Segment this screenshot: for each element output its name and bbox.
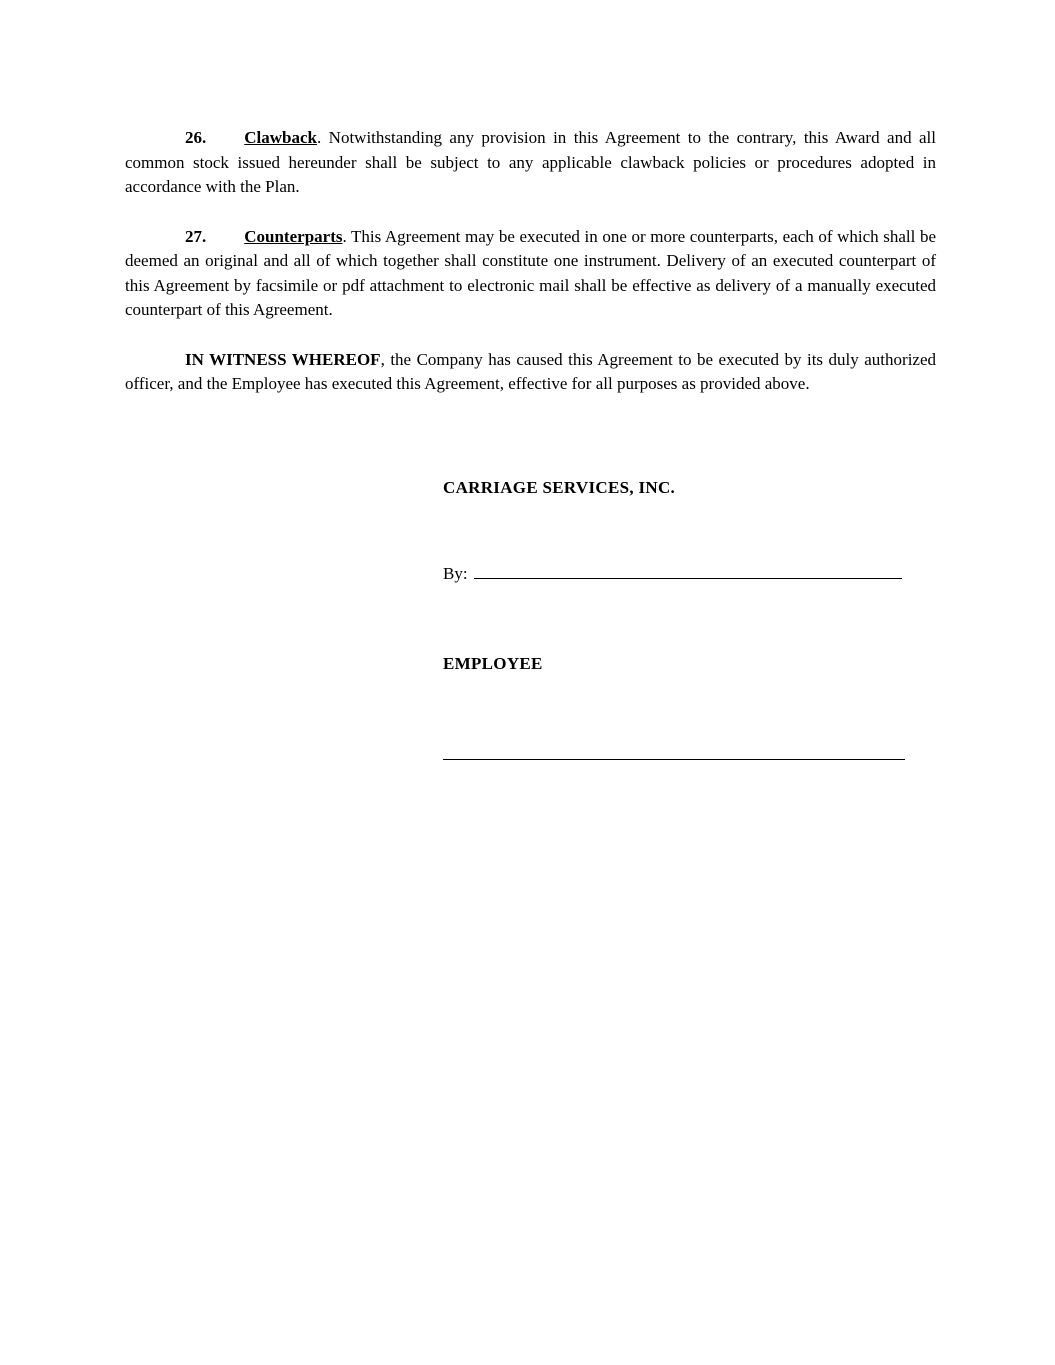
company-signature-row bbox=[443, 561, 913, 584]
witness-body-text: , the Company has caused this Agreement to be executed by its duly authorized officer, and the Employee has executed this Agreement, effective for all purposes as provided above. bbox=[125, 349, 937, 393]
section-number: 27. bbox=[185, 226, 207, 246]
by-label: By: bbox=[443, 564, 468, 583]
witness-lead-text: IN WITNESS WHEREOF bbox=[185, 349, 381, 369]
section-heading-counterparts: Counterparts bbox=[244, 226, 343, 246]
section-heading-clawback: Clawback bbox=[244, 128, 317, 147]
employee-label: EMPLOYEE bbox=[443, 654, 543, 673]
witness-paragraph bbox=[125, 348, 936, 397]
company-signature-line bbox=[474, 561, 902, 579]
section-text: . This Agreement may be executed in one or more counterparts, each of which shall be deemed an original and all of which together shall constitute one instrument. Delivery of an executed counterpart of this Agreement by facsimile or pdf attachment to electronic mail shall be effective as delivery of a manually executed counterpart of this Agreement. bbox=[125, 226, 936, 319]
paragraph-27 bbox=[125, 225, 936, 323]
section-number: 26. bbox=[185, 128, 207, 147]
document-body bbox=[125, 126, 936, 397]
paragraph-26 bbox=[125, 126, 936, 200]
company-name: CARRIAGE SERVICES, INC. bbox=[443, 478, 676, 497]
employee-signature-line bbox=[443, 742, 905, 760]
signature-block bbox=[443, 478, 913, 760]
section-text: . Notwithstanding any provision in this Agreement to the contrary, this Award and all common stock issued hereunder shall be subject to any applicable clawback policies or procedures adopted in accordance with the Plan. bbox=[125, 128, 936, 196]
